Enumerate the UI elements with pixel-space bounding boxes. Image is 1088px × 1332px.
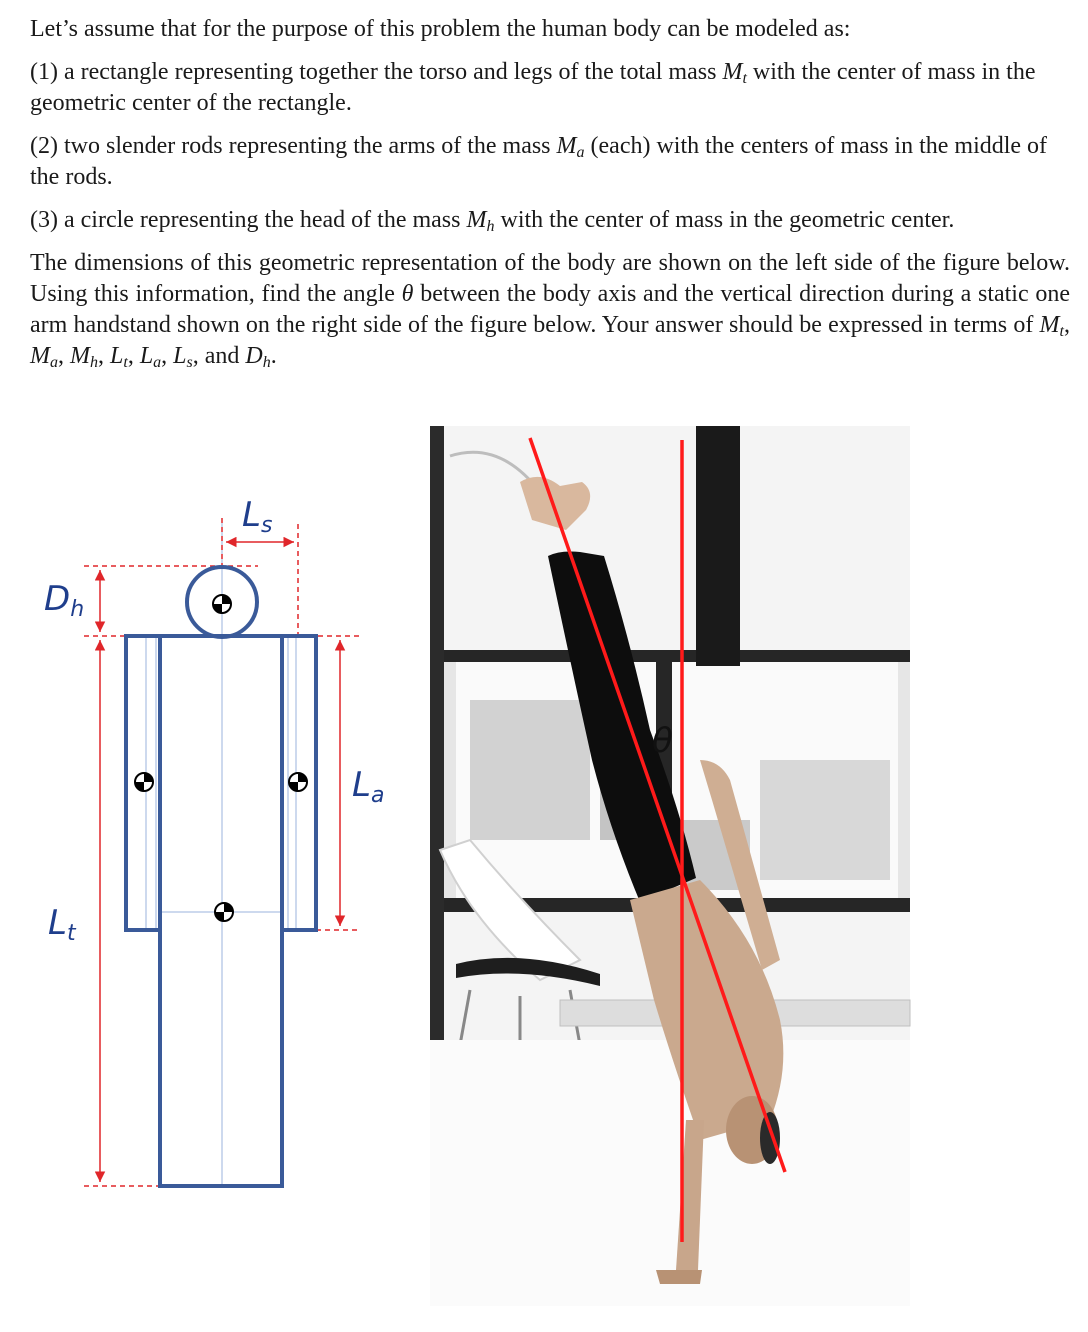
var-sep: , [161, 343, 174, 369]
var-ls-base: L [173, 343, 187, 369]
item1-symbol-base: M [722, 59, 743, 85]
right-arm-com-marker [289, 773, 307, 791]
item3-paragraph [30, 205, 1070, 236]
item2-symbol-base: M [556, 133, 577, 159]
theta-label: θ [652, 721, 673, 761]
item3-symbol-sub: h [486, 218, 495, 235]
item2-text-b: (each) with the centers of mass in the middle of the rods. [30, 133, 1048, 190]
var-sep: , [98, 343, 110, 369]
left-arm-com-marker [135, 773, 153, 791]
item2-symbol-sub: a [576, 144, 585, 161]
var-sep: , and [192, 343, 246, 369]
var-sep: . [270, 343, 277, 369]
lt-label: Lt [48, 903, 76, 946]
question-text-b: between the body axis and the vertical direction during a static one arm handstand shown on the right side of the figure below. Your answer should be expressed in terms of [30, 281, 1071, 338]
item3-symbol [466, 207, 494, 233]
var-sep: , [58, 343, 70, 369]
var-lt-base: L [110, 343, 124, 369]
item3-symbol-base: M [466, 207, 487, 233]
var-mh-base: M [70, 343, 90, 369]
var-mh-sub: h [90, 354, 98, 371]
item1-text-b: with the center of mass in the geometric center of the rectangle. [30, 59, 1036, 116]
var-sep: , [1064, 312, 1070, 338]
handstand-photo [430, 426, 910, 1306]
var-mh [70, 343, 98, 369]
var-dh [245, 343, 270, 369]
item1-text-a: (1) a rectangle representing together the torso and legs of the total mass [30, 59, 723, 85]
item2-symbol [557, 133, 585, 159]
var-mt-base: M [1039, 312, 1060, 338]
question-text-a: The dimensions of this geometric representation of the body are shown on the left side of the figure below. Using this information, find the angle [30, 250, 1070, 307]
item1-symbol [722, 59, 746, 85]
var-dh-base: D [245, 343, 263, 369]
dh-label: Dh [44, 579, 85, 622]
var-mt [1040, 312, 1064, 338]
item3-text-b: with the center of mass in the geometric center. [494, 207, 955, 233]
var-mt-sub: t [1059, 323, 1064, 340]
item2-text-a: (2) two slender rods representing the arms of the mass [30, 133, 557, 159]
ls-label: Ls [242, 495, 273, 538]
body-model-diagram [44, 495, 384, 1186]
var-dh-sub: h [262, 354, 271, 371]
var-lt-sub: t [123, 354, 128, 371]
item1-paragraph [30, 57, 1070, 119]
var-ls [173, 343, 193, 369]
var-ma-sub: a [50, 354, 58, 371]
item3-text-a: (3) a circle representing the head of the mass [30, 207, 467, 233]
question-paragraph [30, 248, 1070, 372]
var-ma-base: M [30, 343, 50, 369]
torso-com-marker [215, 903, 233, 921]
var-sep: , [127, 343, 140, 369]
la-label: La [352, 765, 385, 808]
var-lt [110, 343, 128, 369]
var-ma [30, 343, 58, 369]
problem-text [30, 14, 1070, 372]
item1-symbol-sub: t [742, 70, 747, 87]
intro-text: Let’s assume that for the purpose of this problem the human body can be modeled as: [30, 16, 851, 42]
question-theta: θ [401, 281, 414, 307]
var-ls-sub: s [186, 354, 193, 371]
intro-paragraph [30, 14, 1070, 45]
var-la-base: L [139, 343, 154, 369]
head-com-marker [213, 595, 231, 613]
figure [0, 400, 1088, 1332]
item2-paragraph [30, 131, 1070, 193]
var-la-sub: a [153, 354, 162, 371]
var-la [140, 343, 161, 369]
dimension-labels [44, 495, 384, 946]
